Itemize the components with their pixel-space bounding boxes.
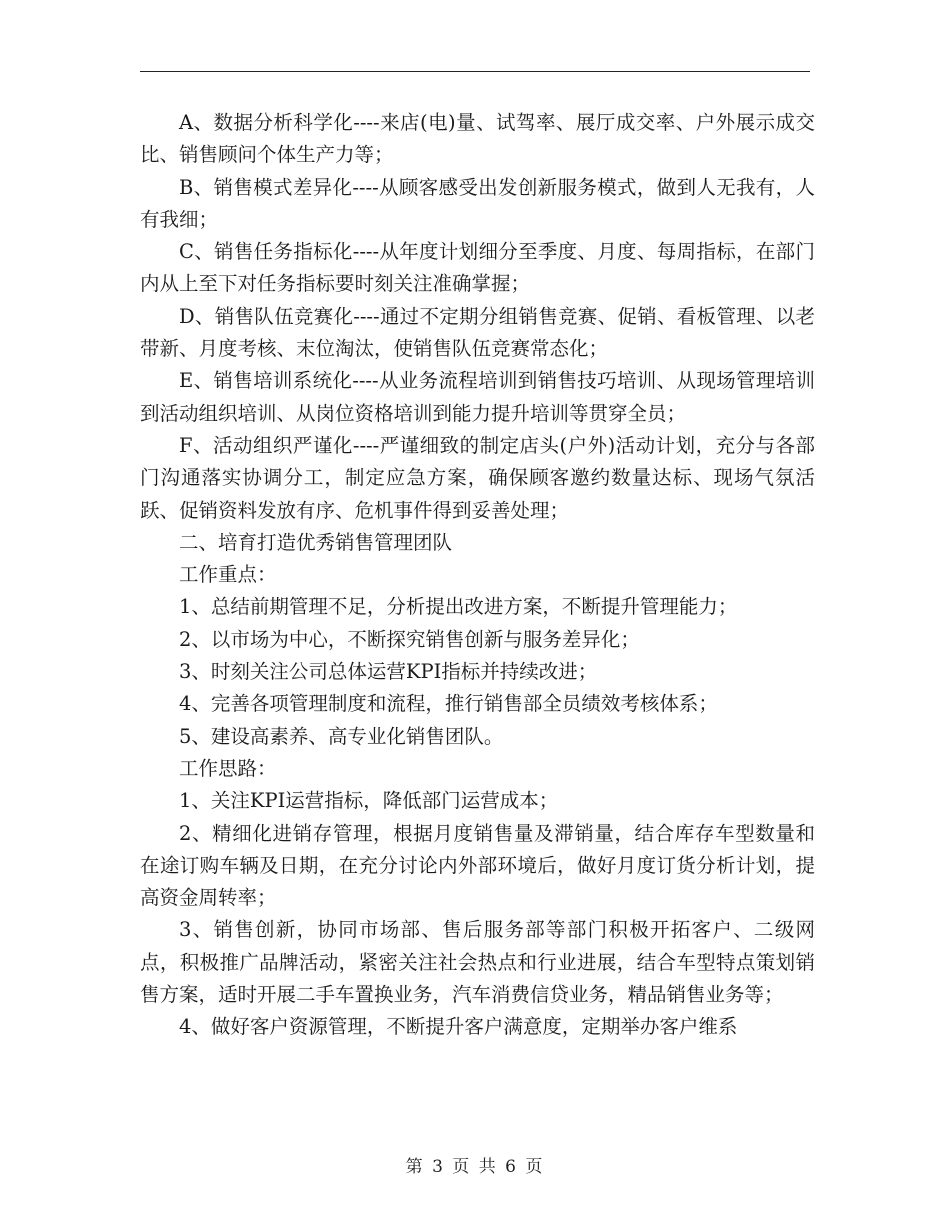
paragraph-c: C、销售任务指标化----从年度计划细分至季度、月度、每周指标，在部门内从上至下对任务指标要时刻关注准确掌握； [140,240,815,296]
key-point-4: 4、完善各项管理制度和流程，推行销售部全员绩效考核体系； [179,692,718,716]
subheading-approach: 工作思路： [179,756,277,780]
paragraph-f: F、活动组织严谨化----严谨细致的制定店头(户外)活动计划，充分与各部门沟通落实协调分工，制定应急方案，确保顾客邀约数量达标、现场气氛活跃、促销资料发放有序、危机事件得到妥善处理； [140,433,815,522]
subheading-key-points: 工作重点： [179,563,277,587]
approach-3: 3、销售创新，协同市场部、售后服务部等部门积极开拓客户、二级网点，积极推广品牌活动，紧密关注社会热点和行业进展，结合车型特点策划销售方案，适时开展二手车置换业务，汽车消费信贷业务，精品销售业务等； [140,918,815,1007]
key-point-3: 3、时刻关注公司总体运营KPI指标并持续改进； [179,660,598,684]
approach-1: 1、关注KPI运营指标，降低部门运营成本； [179,789,559,813]
key-point-1: 1、总结前期管理不足，分析提出改进方案，不断提升管理能力； [179,595,738,619]
page-footer: 第 3 页 共 6 页 [405,1157,545,1177]
paragraph-d: D、销售队伍竞赛化----通过不定期分组销售竞赛、促销、看板管理、以老带新、月度考核、末位淘汰，使销售队伍竞赛常态化； [140,304,815,361]
header-rule [140,71,810,72]
approach-4: 4、做好客户资源管理，不断提升客户满意度，定期举办客户维系 [179,1015,738,1039]
paragraph-e: E、销售培训系统化----从业务流程培训到销售技巧培训、从现场管理培训到活动组织培训、从岗位资格培训到能力提升培训等贯穿全员； [140,369,815,425]
key-point-2: 2、以市场为中心，不断探究销售创新与服务差异化； [179,627,640,651]
paragraph-b: B、销售模式差异化----从顾客感受出发创新服务模式，做到人无我有，人有我细； [140,175,815,231]
section-heading: 二、培育打造优秀销售管理团队 [179,530,453,554]
key-point-5: 5、建设高素养、高专业化销售团队。 [179,724,504,748]
approach-2: 2、精细化进销存管理，根据月度销售量及滞销量，结合库存车型数量和在途订购车辆及日期，在充分讨论内外部环境后，做好月度订货分析计划，提高资金周转率； [140,821,815,910]
body-text [140,107,815,1044]
paragraph-a: A、数据分析科学化----来店(电)量、试驾率、展厅成交率、户外展示成交比、销售顾问个体生产力等； [140,111,815,167]
